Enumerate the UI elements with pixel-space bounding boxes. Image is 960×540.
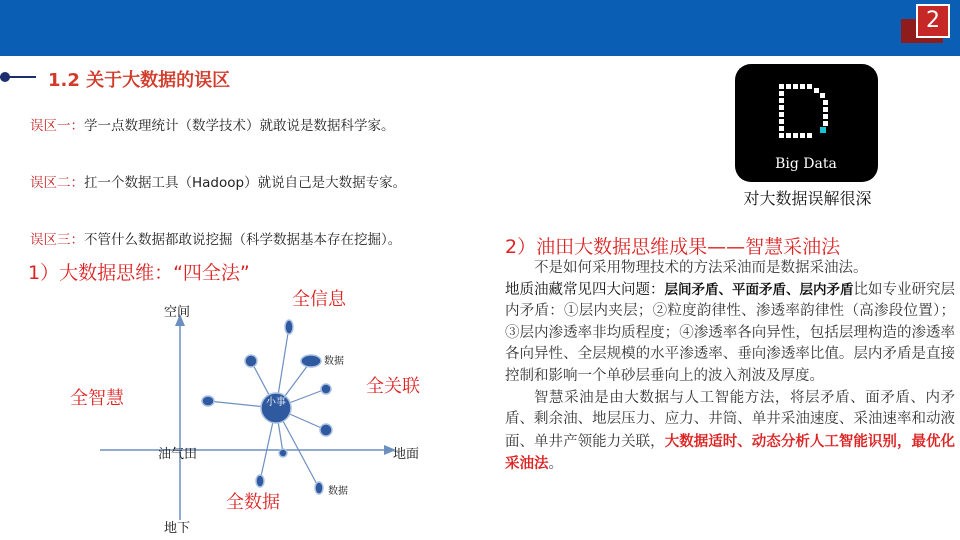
myth-3-label: 误区三： bbox=[30, 232, 84, 248]
axis-label-right: 地面 bbox=[393, 447, 420, 462]
label-quan-guanlian: 全关联 bbox=[366, 376, 420, 397]
problems-bold: 层间矛盾、平面矛盾、层内矛盾 bbox=[664, 281, 854, 298]
results-para-2 bbox=[505, 388, 955, 476]
node-right bbox=[321, 384, 331, 394]
data-label-1: 数据 bbox=[324, 356, 344, 367]
myth-2-text: 扛一个数据工具（Hadoop）就说自己是大数据专家。 bbox=[84, 175, 407, 191]
thinking-title: 1）大数据思维：“四全法” bbox=[28, 262, 250, 284]
axis-label-top: 空间 bbox=[164, 305, 191, 320]
data-label-2: 数据 bbox=[328, 486, 348, 497]
logo-caption: 对大数据误解很深 bbox=[743, 189, 872, 208]
myth-2-label: 误区二： bbox=[30, 175, 84, 191]
big-data-logo bbox=[735, 64, 878, 182]
node-lower-right bbox=[320, 424, 332, 436]
label-quan-zhihui: 全智慧 bbox=[70, 388, 124, 409]
myth-3-text: 不管什么数据都敢说挖掘（科学数据基本存在挖掘）。 bbox=[84, 232, 402, 248]
node-data-1 bbox=[301, 355, 321, 367]
label-quan-xinxi: 全信息 bbox=[292, 289, 346, 310]
para2-text: 智慧采油是由大数据与人工智能方法，将层矛盾、面矛盾、内矛盾、剩余油、地层压力、应力、井筒、单井采油速度、采油速率和动液面、单井产领能力关联， bbox=[505, 389, 955, 450]
logo-text: Big Data bbox=[775, 156, 837, 172]
myth-1-text: 学一点数理统计（数学技术）就敢说是数据科学家。 bbox=[84, 118, 395, 134]
node-data-2 bbox=[315, 482, 323, 494]
node-bottom bbox=[256, 475, 264, 487]
results-problems bbox=[505, 280, 955, 388]
results-body bbox=[505, 258, 955, 476]
big-data-logo-icon bbox=[735, 64, 878, 182]
results-line-1: 不是如何采用物理技术的方法采油而是数据采油法。 bbox=[534, 260, 868, 276]
results-title: 2）油田大数据思维成果——智慧采油法 bbox=[505, 236, 841, 258]
node-top bbox=[285, 320, 293, 334]
problems-intro: 地质油藏常见四大问题： bbox=[505, 281, 665, 298]
axis-label-left: 油气田 bbox=[158, 447, 198, 462]
para2-bold: 大数据适时、动态分析人工智能识别，最优化采油法 bbox=[505, 432, 956, 473]
node-left bbox=[202, 396, 214, 406]
node-upper-left bbox=[245, 355, 257, 367]
section-title: 1.2 关于大数据的误区 bbox=[48, 70, 231, 91]
myth-1-label: 误区一： bbox=[30, 118, 84, 134]
para2-end: 。 bbox=[548, 456, 563, 473]
page-number: 2 bbox=[916, 4, 950, 38]
axis-label-bottom: 地下 bbox=[164, 521, 191, 536]
problems-detail: 比如专业研究层内矛盾：①层内夹层；②粒度韵律性、渗透率韵律性（高渗段位置）；③层内渗透率非均质程度；④渗透率各向异性，包括层理构造的渗透率各向异性、全层规模的水平渗透率、垂向渗透率比值。层内矛盾是直接控制和影响一个单砂层垂向上的波入剂波及厚度。 bbox=[505, 281, 955, 384]
node-small bbox=[279, 449, 287, 457]
label-quan-shuju: 全数据 bbox=[226, 492, 280, 513]
center-label-top: 小事 bbox=[266, 397, 286, 408]
